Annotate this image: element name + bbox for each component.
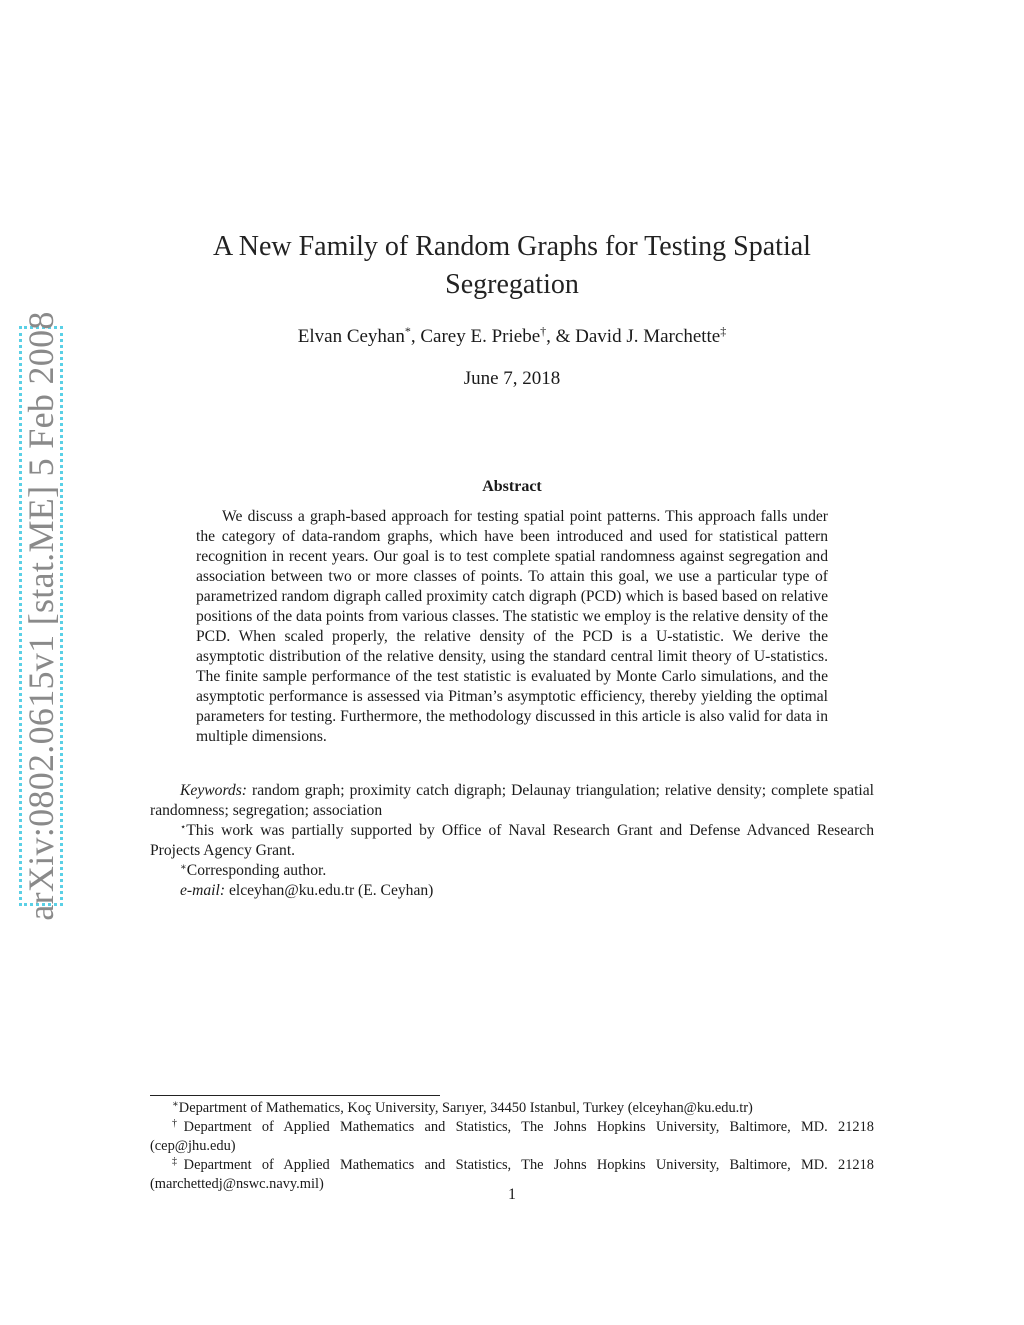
support-note-mark: ⋆ <box>180 822 187 833</box>
abstract-body: We discuss a graph-based approach for testing spatial point patterns. This approach falls under the category of data-random graphs, which have been introduced and used for statistical pattern recognition in recent years. Our goal is to test complete spatial randomness against segregation and association between two or more classes of points. To attain this goal, we use a particular type of parametrized random digraph called proximity catch digraph (PCD) which is based based on relative positions of the data points from various classes. The statistic we employ is the relative density of the PCD. When scaled properly, the relative density of the PCD is a U-statistic. We derive the asymptotic distribution of the relative density, using the standard central limit theory of U-statistics. The finite sample performance of the test statistic is evaluated by Monte Carlo simulations, and the asymptotic performance is assessed via Pitman’s asymptotic efficiency, thereby yielding the optimal parameters for testing. Furthermore, the methodology discussed in this article is also valid for data in multiple dimensions. <box>196 508 828 745</box>
footnote-text: Department of Applied Mathematics and Statistics, The Johns Hopkins University, Baltimore, MD. 21218 (marchettedj@nswc.navy.mil) <box>150 1157 874 1192</box>
footnote <box>150 1118 874 1156</box>
footnote-text: Department of Applied Mathematics and Statistics, The Johns Hopkins University, Baltimore, MD. 21218 (cep@jhu.edu) <box>150 1119 874 1154</box>
footnote-mark: † <box>172 1118 184 1129</box>
corresponding-note <box>150 861 874 881</box>
author-separator: , <box>410 326 421 347</box>
author-name: David J. Marchette <box>575 326 721 347</box>
email-text[interactable]: elceyhan@ku.edu.tr (E. Ceyhan) <box>228 882 434 899</box>
email-label: e-mail: <box>180 882 226 899</box>
author-name: Elvan Ceyhan <box>297 326 405 347</box>
email-note <box>150 881 874 901</box>
corresponding-note-text: Corresponding author. <box>186 862 327 879</box>
footnote-divider <box>150 1095 440 1096</box>
arxiv-identifier[interactable]: arXiv:0802.0615v1 [stat.ME] 5 Feb 2008 <box>21 311 61 921</box>
author-name: Carey E. Priebe <box>420 326 541 347</box>
support-note-text: This work was partially supported by Office of Naval Research Grant and Defense Advanced Research Projects Agency Grant. <box>150 822 874 859</box>
footnote <box>150 1099 874 1118</box>
author-footnote-mark: ‡ <box>720 324 727 338</box>
author-footnote-mark: * <box>404 324 411 338</box>
keywords-text: random graph; proximity catch digraph; Delaunay triangulation; relative density; complete spatial randomness; segregation; association <box>150 782 874 819</box>
footnote-mark: ‡ <box>172 1156 184 1167</box>
title-line-2: Segregation <box>445 269 579 300</box>
keywords-paragraph <box>150 781 874 821</box>
abstract-heading: Abstract <box>482 478 542 495</box>
author-footnote-mark: † <box>540 324 547 338</box>
footnote-text: Department of Mathematics, Koç University, Sarıyer, 34450 Istanbul, Turkey (elceyhan@ku.edu.tr) <box>178 1100 753 1116</box>
author-separator: , & <box>546 326 576 347</box>
title-line-1: A New Family of Random Graphs for Testing Spatial <box>213 231 811 262</box>
paper-date: June 7, 2018 <box>463 368 561 389</box>
footnote-mark: ∗ <box>172 1099 179 1110</box>
footnotes <box>150 1099 874 1194</box>
keywords-label: Keywords: <box>180 782 247 799</box>
author-list <box>150 324 874 350</box>
paper-title <box>150 228 874 304</box>
page-number: 1 <box>508 1186 516 1203</box>
keywords-and-notes <box>150 781 874 901</box>
corresponding-note-mark: ∗ <box>180 862 187 873</box>
support-note <box>150 821 874 861</box>
